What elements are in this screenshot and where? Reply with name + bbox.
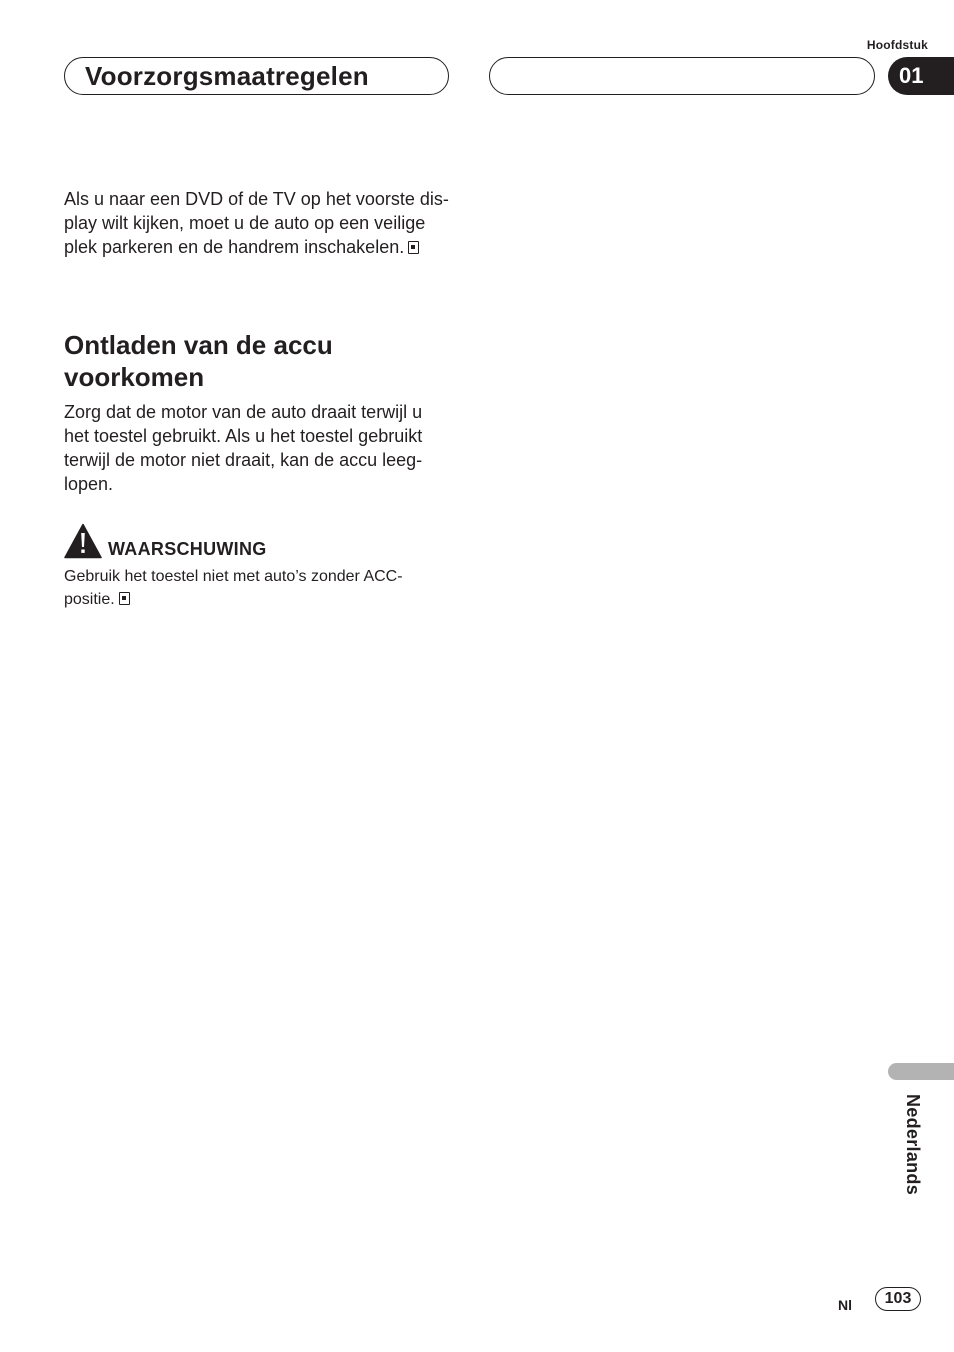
- battery-section-title: [64, 329, 464, 393]
- text-line: Zorg dat de motor van de auto draait terwijl u: [64, 402, 423, 422]
- text-line: het toestel gebruikt. Als u het toestel gebruikt: [64, 426, 423, 446]
- empty-header-box: [489, 57, 875, 95]
- text-line: Als u naar een DVD of de TV op het voorste dis-: [64, 189, 449, 209]
- warning-triangle-icon: [64, 523, 102, 559]
- end-of-section-icon: [119, 592, 130, 605]
- text-line: lopen.: [64, 474, 114, 494]
- language-tab-bar: [888, 1063, 954, 1080]
- text-line: terwijl de motor niet draait, kan de accu leeg-: [64, 450, 423, 470]
- intro-paragraph: [64, 187, 464, 259]
- text-line: [64, 235, 464, 259]
- footer-language-code: Nl: [838, 1297, 852, 1313]
- text-line-content: positie.: [64, 591, 115, 608]
- title-line: Ontladen van de accu: [64, 330, 333, 360]
- warning-text: [64, 565, 464, 611]
- battery-paragraph: [64, 400, 464, 496]
- title-line: voorkomen: [64, 362, 205, 392]
- chapter-label: Hoofdstuk: [866, 38, 928, 52]
- section-title-box: [64, 57, 449, 95]
- section-title: Voorzorgsmaatregelen: [85, 61, 369, 91]
- text-line: [64, 588, 464, 611]
- chapter-number-tab: 01: [888, 57, 954, 95]
- language-label: Nederlands: [903, 1094, 923, 1196]
- text-line: Gebruik het toestel niet met auto’s zonder ACC-: [64, 568, 403, 585]
- text-line-content: plek parkeren en de handrem inschakelen.: [64, 237, 405, 257]
- page-number: 103: [875, 1287, 921, 1311]
- text-line: play wilt kijken, moet u de auto op een veilige: [64, 213, 426, 233]
- end-of-section-icon: [408, 241, 419, 254]
- warning-title: WAARSCHUWING: [108, 539, 267, 559]
